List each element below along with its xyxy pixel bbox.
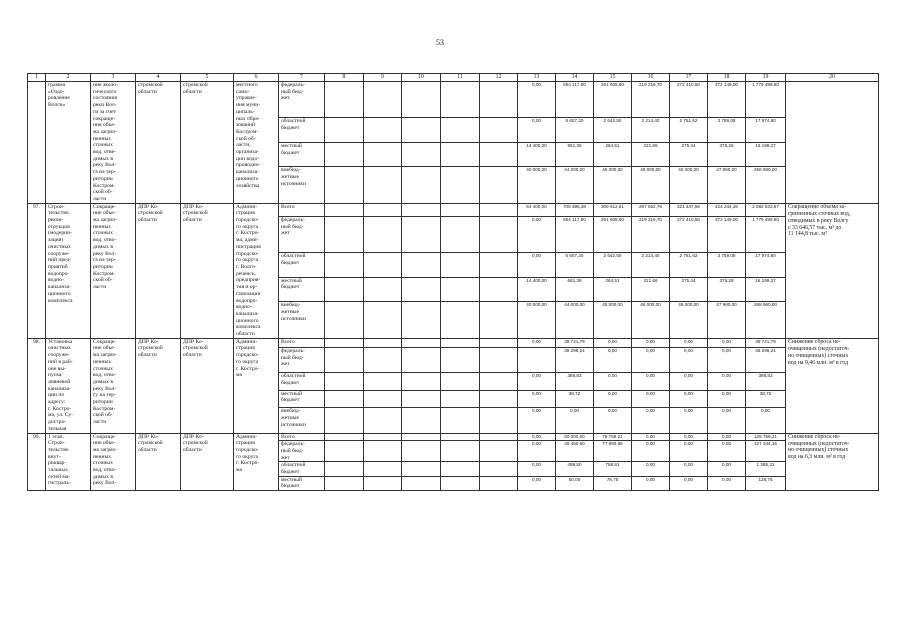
amount-cell: 0,00: [594, 373, 632, 390]
amount-cell: 0,00: [632, 347, 670, 372]
empty-year-cell: [402, 302, 441, 338]
amount-cell: 6 607,20: [556, 118, 594, 143]
amount-cell: 3 759,08: [708, 253, 746, 278]
empty-year-cell: [402, 408, 441, 433]
amount-cell: 44 000,00: [556, 167, 594, 203]
amount-cell: 386,83: [556, 373, 594, 390]
amount-cell: 54 400,00: [518, 203, 556, 216]
amount-cell: 45 000,00: [594, 302, 632, 338]
column-number: 10: [402, 74, 441, 82]
row-number: 98.: [28, 338, 46, 433]
column-number: 1: [28, 74, 46, 82]
amount-cell: 372 149,00: [708, 82, 746, 118]
amount-cell: 0,00: [518, 476, 556, 490]
amount-cell: 261 605,60: [594, 216, 632, 252]
empty-year-cell: [441, 373, 480, 390]
funding-source: федераль- ный бюд- жет: [279, 441, 325, 462]
row-number: 97.: [28, 203, 46, 338]
empty-year-cell: [480, 433, 518, 441]
amount-cell: 267 652,76: [632, 203, 670, 216]
amount-cell: 219 216,70: [632, 216, 670, 252]
amount-cell: 376,28: [708, 277, 746, 302]
empty-year-cell: [402, 476, 441, 490]
empty-year-cell: [402, 216, 441, 252]
empty-year-cell: [441, 277, 480, 302]
table-row: [28, 82, 879, 118]
funding-source: областной бюджет: [279, 253, 325, 278]
amount-cell: 0,00: [594, 390, 632, 407]
amount-cell: 261 605,60: [594, 82, 632, 118]
empty-year-cell: [441, 338, 480, 347]
table-row: [28, 338, 879, 347]
empty-year-cell: [480, 277, 518, 302]
amount-cell: 0,00: [518, 408, 556, 433]
empty-year-cell: [402, 390, 441, 407]
executor: Админи- страция городско- го округа г. Костро- ма, адми- нистрация городско- го округа г. Волго- реченск, предприя- тия и ор- ганизации водопро- водно- канализа- ционного комплекса области: [234, 203, 279, 338]
empty-year-cell: [441, 408, 480, 433]
empty-year-cell: [480, 347, 518, 372]
empty-year-cell: [364, 373, 402, 390]
column-number: 5: [181, 74, 234, 82]
empty-year-cell: [364, 216, 402, 252]
amount-cell: 272 410,50: [670, 216, 708, 252]
amount-cell: 372 149,00: [708, 216, 746, 252]
amount-cell: 0,00: [670, 433, 708, 441]
empty-year-cell: [364, 277, 402, 302]
amount-cell: 14 400,00: [518, 277, 556, 302]
empty-year-cell: [364, 302, 402, 338]
column-number: 19: [746, 74, 786, 82]
funding-source: областной бюджет: [279, 118, 325, 143]
column-number: 18: [708, 74, 746, 82]
empty-year-cell: [480, 441, 518, 462]
program-budget-table: [27, 73, 879, 491]
column-number: 2: [46, 74, 91, 82]
amount-cell: 38 296,24: [556, 347, 594, 372]
empty-year-cell: [441, 82, 480, 118]
amount-cell: 0,00: [518, 373, 556, 390]
amount-cell: 0,00: [708, 462, 746, 476]
amount-cell: 47 960,00: [708, 167, 746, 203]
empty-year-cell: [364, 167, 402, 203]
amount-cell: 0,00: [594, 347, 632, 372]
empty-year-cell: [402, 441, 441, 462]
amount-cell: 654 117,80: [556, 216, 594, 252]
empty-year-cell: [402, 167, 441, 203]
amount-cell: 705 386,38: [556, 203, 594, 216]
amount-cell: 38,72: [746, 390, 786, 407]
amount-cell: 0,00: [708, 390, 746, 407]
amount-cell: 268 960,00: [746, 302, 786, 338]
amount-cell: 2 642,50: [594, 118, 632, 143]
amount-cell: 0,00: [632, 373, 670, 390]
amount-cell: 0,00: [518, 118, 556, 143]
empty-year-cell: [441, 441, 480, 462]
empty-year-cell: [402, 462, 441, 476]
amount-cell: 0,00: [518, 390, 556, 407]
amount-cell: 0,00: [632, 462, 670, 476]
amount-cell: 1 779 499,60: [746, 216, 786, 252]
amount-cell: 1 779 499,60: [746, 82, 786, 118]
amount-cell: 376,28: [708, 142, 746, 167]
column-number: 15: [594, 74, 632, 82]
empty-year-cell: [325, 167, 364, 203]
empty-year-cell: [480, 216, 518, 252]
amount-cell: 50 000,00: [556, 433, 594, 441]
empty-year-cell: [325, 347, 364, 372]
empty-year-cell: [364, 253, 402, 278]
amount-cell: 0,00: [708, 433, 746, 441]
page-number: 53: [436, 38, 444, 47]
amount-cell: 654 117,80: [556, 82, 594, 118]
empty-year-cell: [441, 476, 480, 490]
measure-goal: Сокраще- ние объе- ма загряз- ненных сточных вод, отво- димых в реку Вол-: [91, 433, 136, 491]
empty-year-cell: [364, 390, 402, 407]
empty-year-cell: [402, 433, 441, 441]
empty-year-cell: [402, 82, 441, 118]
amount-cell: 0,00: [632, 433, 670, 441]
amount-cell: 40 000,00: [518, 302, 556, 338]
amount-cell: [518, 347, 556, 372]
empty-year-cell: [441, 302, 480, 338]
empty-year-cell: [480, 338, 518, 347]
amount-cell: 0,00: [632, 408, 670, 433]
amount-cell: 2 751,62: [670, 118, 708, 143]
amount-cell: 2 751,62: [670, 253, 708, 278]
funding-source: местный бюджет: [279, 390, 325, 407]
empty-year-cell: [441, 216, 480, 252]
column-number: 7: [279, 74, 325, 82]
measure-name: 1 этап. Строи- тельство внут- риквар- тальных сетей ма- гистраль-: [46, 433, 91, 491]
empty-year-cell: [325, 302, 364, 338]
amount-cell: 0,00: [708, 373, 746, 390]
amount-cell: 38 721,79: [556, 338, 594, 347]
amount-cell: 17 974,80: [746, 118, 786, 143]
column-number: 16: [632, 74, 670, 82]
amount-cell: 661,38: [556, 277, 594, 302]
funding-source: Всего: [279, 338, 325, 347]
amount-cell: 38 296,24: [746, 347, 786, 372]
funding-source: внебюд- жетные источники: [279, 408, 325, 433]
coordinator: ДПР Ко- стромской области: [181, 338, 234, 433]
amount-cell: 275,44: [670, 277, 708, 302]
amount-cell: 1 286,31: [746, 462, 786, 476]
measure-goal: ние эколо- гического состояния реки Вол- ги за счет сокраще- ния объе- ма загряз- ненных сточных вод, отве- димых в реку Вол- га на тер- ритории Костром- ской об- ласти: [91, 82, 136, 204]
empty-year-cell: [480, 203, 518, 216]
empty-year-cell: [325, 476, 364, 490]
amount-cell: 14 400,00: [518, 142, 556, 167]
amount-cell: 219 216,70: [632, 82, 670, 118]
amount-cell: 16 199,27: [746, 277, 786, 302]
empty-year-cell: [402, 347, 441, 372]
empty-year-cell: [441, 167, 480, 203]
amount-cell: 0,00: [632, 338, 670, 347]
amount-cell: 128,75: [746, 476, 786, 490]
empty-year-cell: [325, 433, 364, 441]
amount-cell: 661,38: [556, 142, 594, 167]
amount-cell: 17 974,80: [746, 253, 786, 278]
amount-cell: 0,00: [670, 347, 708, 372]
funding-source: местный бюджет: [279, 142, 325, 167]
empty-year-cell: [402, 338, 441, 347]
amount-cell: 0,00: [708, 441, 746, 462]
amount-cell: 0,00: [708, 347, 746, 372]
column-number: 11: [441, 74, 480, 82]
column-number: 13: [518, 74, 556, 82]
funding-source: внебюд- жетные источники: [279, 302, 325, 338]
amount-cell: 221,66: [632, 277, 670, 302]
column-number: 17: [670, 74, 708, 82]
empty-year-cell: [364, 408, 402, 433]
empty-year-cell: [480, 462, 518, 476]
amount-cell: 0,00: [708, 408, 746, 433]
empty-year-cell: [325, 373, 364, 390]
amount-cell: 0,00: [632, 441, 670, 462]
funding-source: Всего: [279, 433, 325, 441]
amount-cell: 0,00: [518, 462, 556, 476]
empty-year-cell: [402, 142, 441, 167]
amount-cell: 46 000,00: [670, 167, 708, 203]
empty-year-cell: [325, 118, 364, 143]
coordinator: ДПР Ко- стромской области: [181, 433, 234, 491]
amount-cell: 221,66: [632, 142, 670, 167]
empty-year-cell: [402, 118, 441, 143]
column-number: 20: [786, 74, 879, 82]
state-customer: ДПР Ко- стромской области: [136, 338, 181, 433]
empty-year-cell: [364, 347, 402, 372]
funding-source: областной бюджет: [279, 462, 325, 476]
column-number: 4: [136, 74, 181, 82]
amount-cell: 0,00: [518, 216, 556, 252]
amount-cell: 46 000,00: [632, 167, 670, 203]
amount-cell: 264,51: [594, 277, 632, 302]
empty-year-cell: [325, 203, 364, 216]
measure-name: Строи- тельство, рекон- струкция (модерни- зация) очистных сооруже- ний пред- приятий водопро- водно- канализа- ционного комплекса: [46, 203, 91, 338]
coordinator: ДПР Ко- стромской области: [181, 203, 234, 338]
amount-cell: 786,81: [594, 462, 632, 476]
amount-cell: 0,00: [632, 476, 670, 490]
amount-cell: 272 410,50: [670, 82, 708, 118]
amount-cell: 49 450,50: [556, 441, 594, 462]
empty-year-cell: [441, 433, 480, 441]
measure-goal: Сокраще- ние объе- ма загряз- ненных сточных вод, отво- димых в реку Вол- га на тер- ритории Костром- ской об- ласти: [91, 203, 136, 338]
amount-cell: 0,00: [518, 338, 556, 347]
empty-year-cell: [402, 203, 441, 216]
executor: Админи- страция городско- го округа г. Костро- ма: [234, 433, 279, 491]
amount-cell: 128 759,21: [746, 433, 786, 441]
funding-source: внебюд- жетные источники: [279, 167, 325, 203]
empty-year-cell: [325, 216, 364, 252]
amount-cell: 3 759,08: [708, 118, 746, 143]
empty-year-cell: [480, 82, 518, 118]
amount-cell: 0,00: [518, 433, 556, 441]
amount-cell: 50,00: [556, 476, 594, 490]
empty-year-cell: [364, 203, 402, 216]
column-number: 3: [91, 74, 136, 82]
state-customer: стромской области: [136, 82, 181, 204]
amount-cell: 0,00: [708, 338, 746, 347]
empty-year-cell: [364, 462, 402, 476]
empty-year-cell: [441, 203, 480, 216]
empty-year-cell: [441, 347, 480, 372]
amount-cell: 77 893,65: [594, 441, 632, 462]
funding-source: федераль- ный бюд- жет: [279, 347, 325, 372]
empty-year-cell: [441, 390, 480, 407]
funding-source: федераль- ный бюд- жет: [279, 82, 325, 118]
column-number: 6: [234, 74, 279, 82]
executor: Админи- страция городско- го округа г. Костро- ма: [234, 338, 279, 433]
empty-year-cell: [364, 338, 402, 347]
amount-cell: 45 000,00: [594, 167, 632, 203]
amount-cell: 309 512,61: [594, 203, 632, 216]
coordinator: стромской области: [181, 82, 234, 204]
amount-cell: 0,00: [594, 338, 632, 347]
state-customer: ДПР Ко- стромской области: [136, 433, 181, 491]
empty-year-cell: [480, 390, 518, 407]
funding-source: областной бюджет: [279, 373, 325, 390]
amount-cell: 2 642,50: [594, 253, 632, 278]
empty-year-cell: [364, 441, 402, 462]
empty-year-cell: [480, 302, 518, 338]
amount-cell: 0,00: [670, 408, 708, 433]
amount-cell: 40 000,00: [518, 167, 556, 203]
executor: местного само- управле- ния муни- ципаль- ных обра- зований Костром- ской об- ласти, организа- ции водо- проводно- канализа- ционного хозяйства: [234, 82, 279, 204]
expected-result: [786, 82, 879, 204]
amount-cell: 2 214,40: [632, 253, 670, 278]
amount-cell: 0,00: [518, 441, 556, 462]
empty-year-cell: [402, 277, 441, 302]
amount-cell: 0,00: [670, 462, 708, 476]
empty-year-cell: [325, 441, 364, 462]
empty-year-cell: [441, 142, 480, 167]
measure-name: грамма «Оздо- ровление Волги»: [46, 82, 91, 204]
empty-year-cell: [325, 462, 364, 476]
amount-cell: 0,00: [708, 476, 746, 490]
empty-year-cell: [325, 253, 364, 278]
measure-goal: Сокраще- ние объе- ма загряз- ненных сточных вод, отво- димых в реку Вол- гу на тер- ритории Костром- ской об- ласти: [91, 338, 136, 433]
column-number: 12: [480, 74, 518, 82]
empty-year-cell: [325, 390, 364, 407]
empty-year-cell: [480, 118, 518, 143]
empty-year-cell: [364, 82, 402, 118]
amount-cell: 127 344,15: [746, 441, 786, 462]
amount-cell: 46 000,00: [670, 302, 708, 338]
amount-cell: 6 607,20: [556, 253, 594, 278]
empty-year-cell: [480, 142, 518, 167]
amount-cell: 424 244,36: [708, 203, 746, 216]
amount-cell: 16 199,27: [746, 142, 786, 167]
amount-cell: 2 082 633,67: [746, 203, 786, 216]
amount-cell: 386,83: [746, 373, 786, 390]
amount-cell: 264,51: [594, 142, 632, 167]
column-number-row: [28, 74, 879, 82]
empty-year-cell: [441, 118, 480, 143]
column-number: 14: [556, 74, 594, 82]
amount-cell: 2 214,40: [632, 118, 670, 143]
empty-year-cell: [325, 277, 364, 302]
funding-source: федераль- ный бюд- жет: [279, 216, 325, 252]
amount-cell: 268 960,00: [746, 167, 786, 203]
empty-year-cell: [364, 476, 402, 490]
column-number: 9: [364, 74, 402, 82]
amount-cell: 0,00: [594, 408, 632, 433]
empty-year-cell: [364, 433, 402, 441]
table-row: [28, 433, 879, 441]
amount-cell: 0,00: [746, 408, 786, 433]
empty-year-cell: [325, 142, 364, 167]
expected-result: Сокращение объема за- грязненных сточных вод, отводимых в реку Волгу с 33 646,57 тыс. м³ до 11 144,8 тыс. м³: [786, 203, 879, 338]
amount-cell: 44 000,00: [556, 302, 594, 338]
row-number: [28, 82, 46, 204]
row-number: 99.: [28, 433, 46, 491]
amount-cell: 47 960,00: [708, 302, 746, 338]
empty-year-cell: [480, 167, 518, 203]
funding-source: Всего: [279, 203, 325, 216]
amount-cell: 0,00: [670, 390, 708, 407]
measure-name: Установка очистных сооруже- ний в рай- оне вы- пуска ливневой канализа- ции по адресу: г. Костро- ма, ул. Су- достро- тельная: [46, 338, 91, 433]
amount-cell: 0,00: [670, 441, 708, 462]
amount-cell: 0,00: [670, 476, 708, 490]
amount-cell: 78 759,21: [594, 433, 632, 441]
amount-cell: 38,72: [556, 390, 594, 407]
amount-cell: 0,00: [632, 390, 670, 407]
amount-cell: 0,00: [518, 253, 556, 278]
funding-source: местный бюджет: [279, 476, 325, 490]
empty-year-cell: [325, 408, 364, 433]
amount-cell: 38 721,79: [746, 338, 786, 347]
amount-cell: 0,00: [670, 373, 708, 390]
empty-year-cell: [441, 462, 480, 476]
column-number: 8: [325, 74, 364, 82]
empty-year-cell: [325, 82, 364, 118]
amount-cell: 46 000,00: [632, 302, 670, 338]
empty-year-cell: [325, 338, 364, 347]
empty-year-cell: [480, 408, 518, 433]
amount-cell: 0,00: [670, 338, 708, 347]
amount-cell: 499,50: [556, 462, 594, 476]
table-row: [28, 203, 879, 216]
amount-cell: 0,00: [556, 408, 594, 433]
funding-source: местный бюджет: [279, 277, 325, 302]
empty-year-cell: [480, 476, 518, 490]
amount-cell: 321 437,56: [670, 203, 708, 216]
empty-year-cell: [402, 253, 441, 278]
empty-year-cell: [480, 253, 518, 278]
empty-year-cell: [402, 373, 441, 390]
empty-year-cell: [441, 253, 480, 278]
state-customer: ДПР Ко- стромской области: [136, 203, 181, 338]
empty-year-cell: [480, 373, 518, 390]
expected-result: Снижение сброса не- очищенных (недостаточ- но очищенных) сточных вод на 9,46 млн. м³ в год: [786, 338, 879, 433]
amount-cell: 78,75: [594, 476, 632, 490]
empty-year-cell: [364, 118, 402, 143]
amount-cell: 275,44: [670, 142, 708, 167]
amount-cell: 0,00: [518, 82, 556, 118]
empty-year-cell: [364, 142, 402, 167]
expected-result: Снижение сброса не- очищенных (недостаточ- но очищенных) сточных вод на 6,3 млн. м³ в год: [786, 433, 879, 491]
